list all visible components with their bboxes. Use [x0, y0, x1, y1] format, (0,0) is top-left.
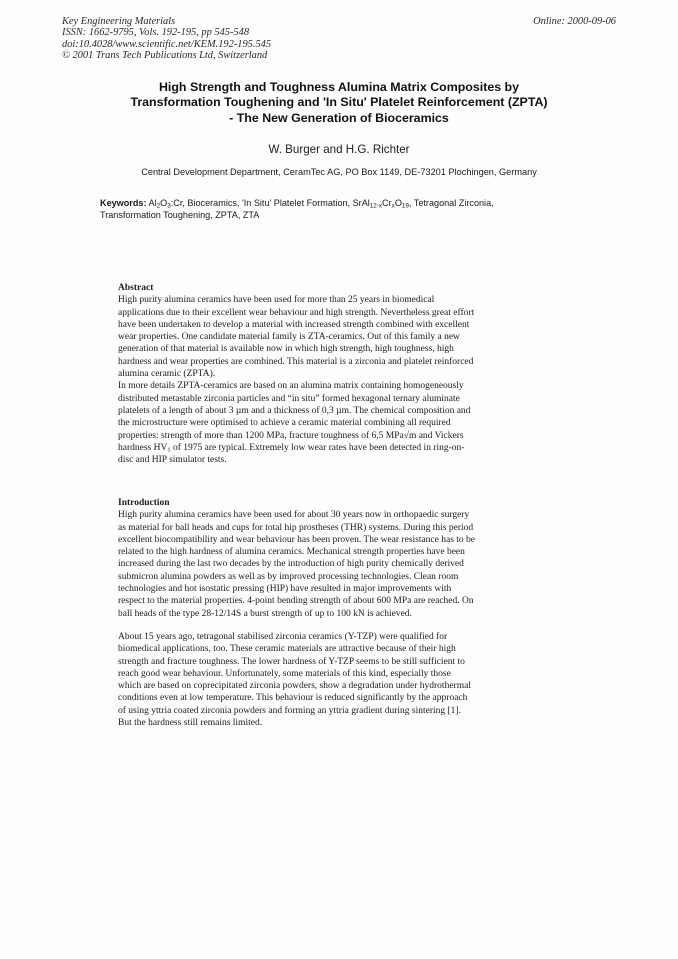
abstract-heading: Abstract	[118, 283, 154, 293]
introduction-paragraph-2	[118, 631, 554, 729]
issn-line: ISSN: 1662-9795, Vols. 192-195, pp 545-548	[62, 27, 250, 39]
abstract-line: have been undertaken to develop a material with increased strength combined with excellent	[118, 319, 470, 330]
subscript: 2	[156, 202, 161, 210]
intro-line: But the hardness still remains limited.	[118, 718, 263, 729]
introduction-heading: Introduction	[118, 498, 170, 508]
copyright-line: © 2001 Trans Tech Publications Ltd, Switzerland	[62, 50, 268, 62]
intro-line: About 15 years ago, tetragonal stabilised zirconia ceramics (Y-TZP) were qualified for	[118, 632, 448, 642]
subscript: 12-x	[369, 202, 383, 210]
affiliation: Central Development Department, CeramTec AG, PO Box 1149, DE-73201 Plochingen, Germany	[141, 167, 537, 177]
keywords	[100, 197, 556, 222]
title-line: Transformation Toughening and 'In Situ' Platelet Reinforcement (ZPTA)	[130, 95, 548, 110]
abstract-line: platelets of a length of about 3 µm and a thickness of 0,3 µm. The chemical composition and	[118, 405, 471, 416]
abstract-line: properties: strength of more than 1200 MPa, fracture toughness of 6,5 MPa√m and Vickers	[118, 430, 464, 441]
intro-line: ball heads of the type 28-12/14S a burst strength of up to 100 kN is achieved.	[118, 608, 412, 619]
intro-line: submicron alumina powders as well as by improved processing technologies. Clean room	[118, 571, 459, 582]
keywords-line-2: Transformation Toughening, ZPTA, ZTA	[100, 210, 260, 221]
online-date: Online: 2000-09-06	[533, 16, 616, 27]
journal-header	[62, 16, 271, 62]
intro-line: as material for ball heads and cups for total hip prostheses (THR) systems. During this period	[118, 522, 474, 533]
keyword-text: Al	[148, 198, 157, 208]
abstract-line	[118, 442, 554, 454]
doi-line: doi:10.4028/www.scientific.net/KEM.192-195.545	[62, 38, 272, 50]
abstract-line: wear properties. One candidate material family is ZTA-ceramics. Out of this family a new	[118, 332, 460, 343]
intro-line: strength and fracture toughness. The lower hardness of Y-TZP seems to be still sufficient to	[118, 656, 465, 667]
intro-line: reach good wear behaviour. Unfortunately, some materials of this kind, especially those	[118, 668, 451, 679]
introduction-section	[118, 497, 554, 620]
intro-line: of using yttria coated zirconia powders and forming an yttria gradient during sintering [1].	[118, 705, 461, 716]
keyword-text: :Cr, Bioceramics, 'In Situ' Platelet Formation, SrAl	[170, 198, 370, 208]
intro-line: High purity alumina ceramics have been used for about 30 years now in orthopaedic surgery	[118, 510, 470, 521]
keyword-text: O	[394, 198, 402, 208]
keyword-text: , Tetragonal Zirconia,	[408, 198, 494, 208]
subscript: x	[391, 202, 395, 210]
abstract-section	[118, 282, 554, 466]
intro-line: technologies and hot isostatic pressing (HIP) have resulted in major improvements with	[118, 584, 452, 595]
keyword-text: O	[160, 198, 168, 208]
title-line: - The New Generation of Bioceramics	[229, 110, 449, 125]
intro-line: excellent biocompatibility and wear behaviour has been proven. The wear resistance has to be	[118, 534, 475, 545]
title-line: High Strength and Toughness Alumina Matrix Composites by	[158, 80, 520, 94]
keywords-line-1	[100, 197, 556, 209]
subscript: 19	[401, 202, 409, 210]
intro-line: which are based on coprecipitated zirconia powders, show a degradation under hydrothermal	[118, 681, 471, 692]
intro-line: biomedical applications, too. These ceramic materials are attractive because of their high	[118, 644, 456, 655]
paper-title	[60, 80, 618, 126]
abstract-line: distributed metastable zirconia particles and “in situ” formed hexagonal ternary aluminate	[118, 393, 460, 404]
keywords-label: Keywords:	[100, 198, 147, 208]
intro-line: conditions even at low temperature. This behaviour is reduced significantly by the approach	[118, 693, 468, 704]
abstract-line: hardness and wear properties are combined. This material is a zirconia and platelet reinforced	[118, 356, 474, 367]
abstract-line: disc and HIP simulator tests.	[118, 455, 227, 466]
journal-name: Key Engineering Materials	[62, 16, 176, 27]
abstract-line: High purity alumina ceramics have been used for more than 25 years in biomedical	[118, 295, 435, 306]
keyword-text: Cr	[382, 198, 392, 208]
abstract-line: the microstructure were optimised to achieve a ceramic material combining all required	[118, 418, 451, 429]
subscript: 3	[167, 202, 171, 210]
abstract-text: hardness HV	[118, 442, 168, 453]
intro-line: increased during the last two decades by the introduction of high purity chemically derived	[118, 559, 464, 570]
abstract-line: applications due to their excellent wear behaviour and high strength. Nevertheless great effort	[118, 307, 475, 318]
intro-line: related to the high hardness of alumina ceramics. Mechanical strength properties have been	[118, 547, 465, 558]
subscript: 1	[167, 446, 171, 454]
abstract-line: In more details ZPTA-ceramics are based on an alumina matrix containing homogeneously	[118, 381, 464, 392]
abstract-text: of 1975 are typical. Extremely low wear rates have been detected in ring-on-	[170, 442, 465, 453]
abstract-line: generation of that material is available now in which high strength, high toughness, high	[118, 344, 454, 355]
intro-line: respect to the material properties. 4-point bending strength of about 600 MPa are reached. On	[118, 596, 474, 607]
abstract-line: alumina ceramic (ZPTA).	[118, 369, 216, 380]
authors: W. Burger and H.G. Richter	[268, 143, 410, 156]
